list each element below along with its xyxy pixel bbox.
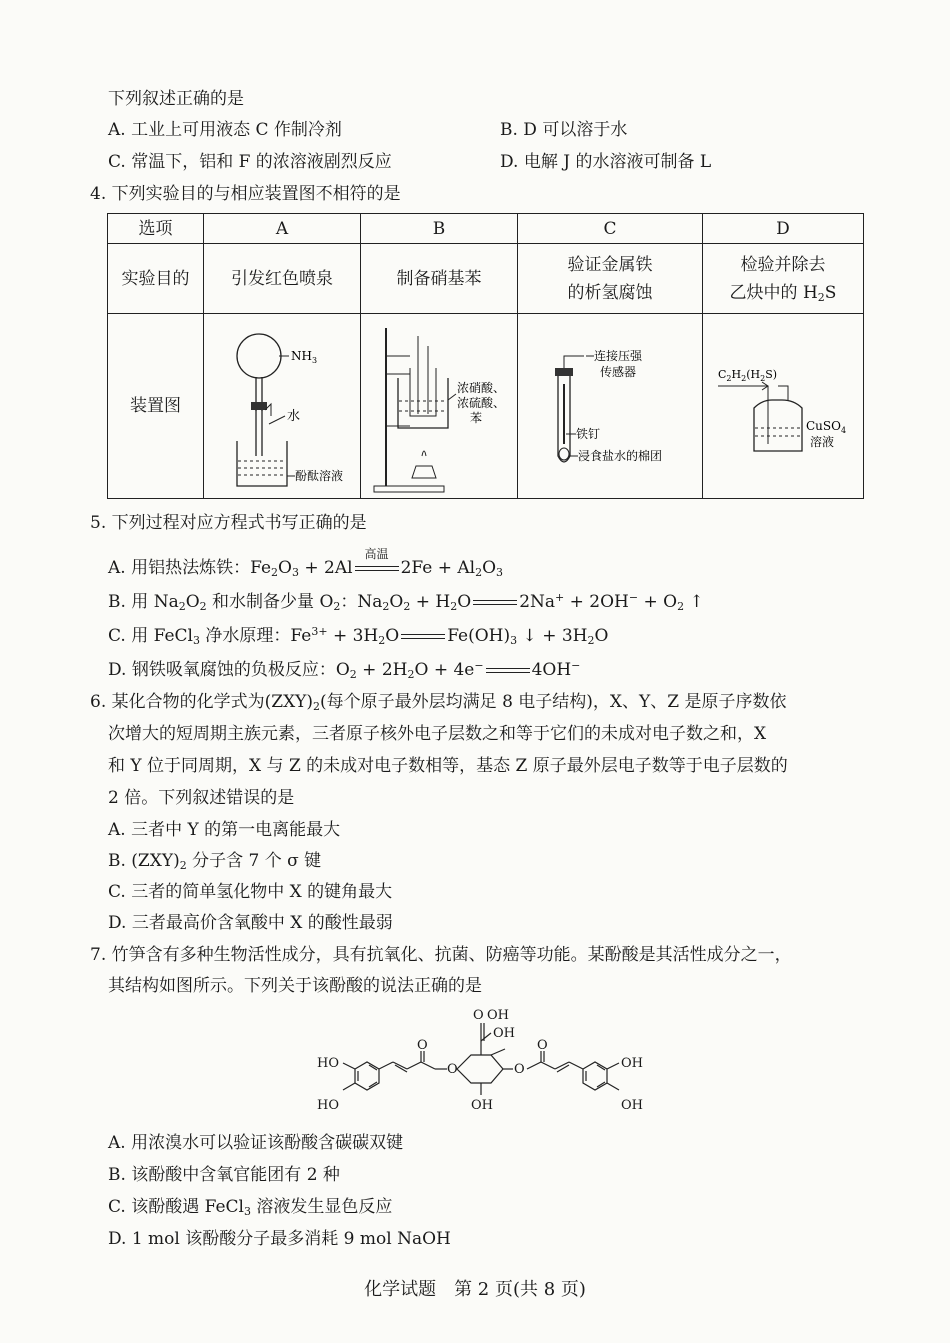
purpose-d-line2: 乙炔中的 $H_2S$ [729,282,837,304]
label-phenolphthalein: 酚酞溶液 [295,469,344,483]
label-salt-cotton: 浸食盐水的棉团 [578,449,663,463]
header-a: A [204,214,361,244]
phenolic-acid-structure [315,1005,665,1125]
q6-option-b: B. $(ZXY)_2$ 分子含 7 个 σ 键 [108,851,322,872]
header-option: 选项 [108,214,204,244]
apparatus-c [518,314,703,499]
q4-stem: 4. 下列实验目的与相应装置图不相符的是 [90,184,401,204]
purpose-d-line1: 检验并除去 [740,254,826,275]
header-c: C [518,214,703,244]
q3-option-d: D. 电解 J 的水溶液可制备 L [500,152,712,172]
q5-option-b: B. 用 $Na_2O_2$ 和水制备少量 $O_2$：$Na_2O_2 + H_2O$ $2Na^+ + 2OH^- + O_2$ ↑ [108,591,704,613]
gas-washing-bottle-diagram [706,316,861,496]
q6-option-a: A. 三者中 Y 的第一电离能最大 [108,820,341,840]
q3-stem: 下列叙述正确的是 [108,89,244,109]
q6-line3: 和 Y 位于同周期，X 与 Z 的未成对电子数相等，基态 Z 原子最外层电子数等于电子层数的 [108,756,788,776]
purpose-b: 制备硝基苯 [361,244,518,314]
purpose-label: 实验目的 [108,244,204,314]
apparatus-d [703,314,864,499]
carbonyl-o-left: O [417,1038,428,1053]
label-oh-upper-right: OH [621,1056,643,1071]
q7-option-d: D. 1 mol 该酚酸分子最多消耗 9 mol NaOH [108,1229,451,1249]
label-cuso4: CuSO$_4$ [805,419,846,435]
q6-line4: 2 倍。下列叙述错误的是 [108,788,295,808]
purpose-c-line2: 的析氢腐蚀 [567,282,653,303]
label-ho-upper: HO [317,1056,339,1071]
ester-o-left: O [447,1062,458,1077]
purpose-c-line1: 验证金属铁 [567,254,653,275]
label-acetylene: $C_2H_2(H_2S)$ [717,368,777,383]
ester-o-right: O [514,1062,525,1077]
q4-table [107,213,864,499]
q5-option-d: D. 钢铁吸氧腐蚀的负极反应：$O_2 + 2H_2O + 4e^-$ 4OH− [108,659,581,681]
purpose-d [703,244,864,314]
header-b: B [361,214,518,244]
q6-option-c: C. 三者的简单氢化物中 X 的键角最大 [108,882,393,902]
q6-line2: 次增大的短周期主族元素，三者原子核外电子层数之和等于它们的未成对电子数之和，X [108,724,767,744]
apparatus-b [361,314,518,499]
iron-corrosion-apparatus-diagram [520,316,700,496]
q6-option-d: D. 三者最高价含氧酸中 X 的酸性最弱 [108,913,393,933]
q3-option-c: C. 常温下，铝和 F 的浓溶液剧烈反应 [108,152,392,172]
q6-line1: 6. 某化合物的化学式为$(ZXY)_2$(每个原子最外层均满足 8 电子结构)，X、Y、Z 是原子序数依 [90,692,787,713]
purpose-a: 引发红色喷泉 [204,244,361,314]
condition-high-temp: 高温 [364,547,389,561]
label-nh3: $NH_3$ [291,349,318,365]
q5-option-a: A. 用铝热法炼铁：$Fe_2O_3 + 2Al$ 高温 $2Fe + Al_2O_3$ [108,556,503,580]
cooh-o: O [473,1008,484,1023]
label-cooh-oh: OH [487,1008,509,1023]
label-water: 水 [287,409,301,424]
q7-line2: 其结构如图所示。下列关于该酚酸的说法正确的是 [108,976,482,996]
page-footer: 化学试题 第 2 页(共 8 页) [364,1279,586,1300]
label-ho-lower: HO [317,1098,339,1113]
q5-stem: 5. 下列过程对应方程式书写正确的是 [90,513,367,533]
label-iron-nail: 铁钉 [576,427,601,441]
q7-option-a: A. 用浓溴水可以验证该酚酸含碳碳双键 [108,1133,404,1153]
label-cuso4-solution: 溶液 [809,435,834,449]
label-reagent-1: 浓硝酸、 [457,381,506,395]
fountain-apparatus-diagram [207,316,357,496]
header-d: D [703,214,864,244]
q7-line1: 7. 竹笋含有多种生物活性成分，具有抗氧化、抗菌、防癌等功能。某酚酸是其活性成分之一， [90,945,792,965]
purpose-c [518,244,703,314]
q7-option-b: B. 该酚酸中含氧官能团有 2 种 [108,1165,340,1185]
label-reagent-2: 浓硫酸、 [457,396,506,410]
label-ring-oh-bottom: OH [471,1098,493,1113]
q3-option-a: A. 工业上可用液态 C 作制冷剂 [108,120,342,140]
label-oh-lower-right: OH [621,1098,643,1113]
carbonyl-o-right: O [537,1038,548,1053]
q5-option-c: C. 用 FeCl$_3$ 净水原理：$Fe^{3+} + 3H_2O$ $Fe(OH)_3$ ↓ + $3H_2O$ [108,625,609,647]
nitrobenzene-apparatus-diagram [364,316,514,496]
label-reagent-3: 苯 [470,411,483,425]
q7-option-c: C. 该酚酸遇 FeCl$_3$ 溶液发生显色反应 [108,1197,393,1218]
apparatus-a [204,314,361,499]
apparatus-label: 装置图 [108,314,204,499]
q3-option-b: B. D 可以溶于水 [500,120,628,140]
label-sensor-2: 传感器 [600,365,637,379]
label-ring-oh-top: OH [493,1026,515,1041]
label-sensor-1: 连接压强 [594,349,643,363]
